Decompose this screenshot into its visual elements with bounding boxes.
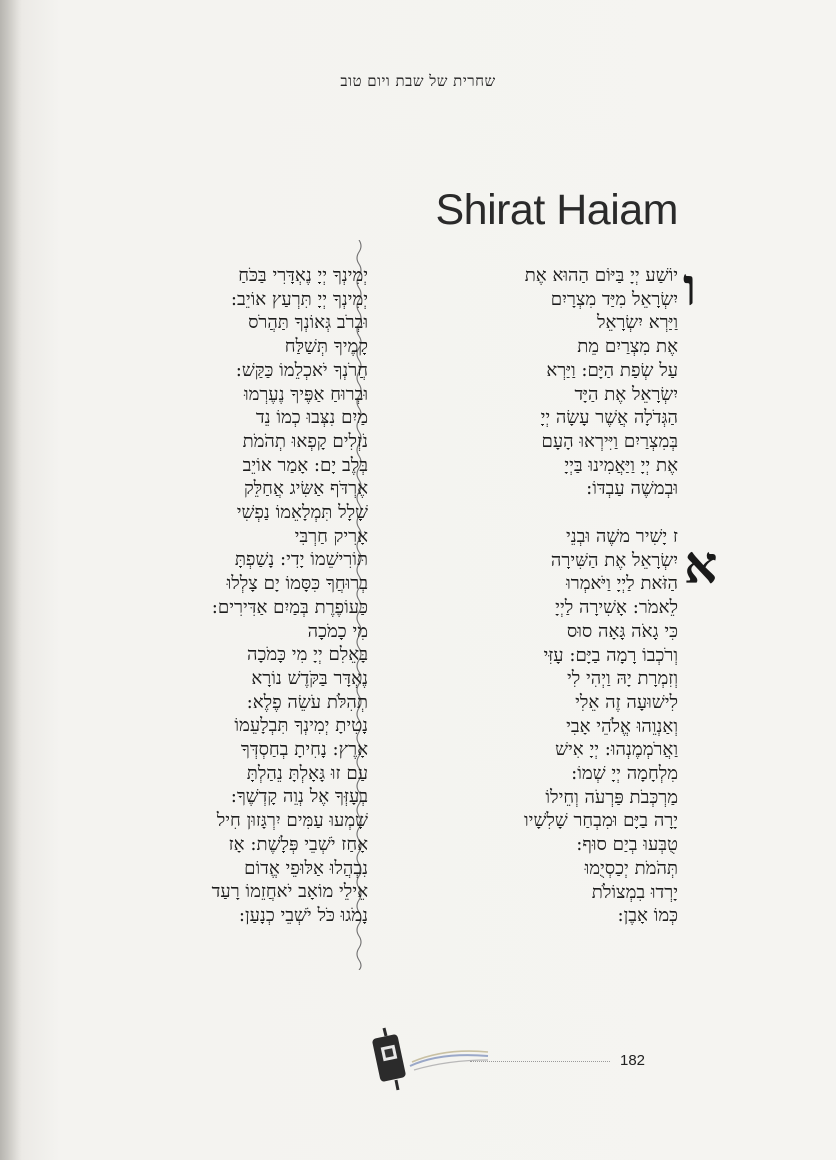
text-line: וּבְרֹב גְּאוֹנְךָ תַּהֲרֹס — [248, 312, 368, 334]
text-line: קָמֶיךָ תְּשַׁלַּח — [284, 336, 368, 358]
text-line: בְּמִצְרַיִם וַיִּירְאוּ הָעָם — [541, 430, 678, 452]
text-line: בְרוּחֲךָ כִּסָּמוֹ יָם צָלְלוּ — [226, 573, 368, 595]
text-line: אָרֶץ: נָחִיתָ בְחַסְדְּךָ — [240, 739, 368, 761]
dropcap-alef: א — [684, 535, 718, 596]
text-line: לֵאמֹר: אָשִׁירָה לַיְיָ — [555, 597, 678, 619]
text-line: עַל שְׂפַת הַיָּם: וַיַּרְא — [546, 359, 678, 381]
text-line: כִּי גָאֹה גָּאָה סוּס — [566, 620, 678, 642]
text-line: עַם זוּ גָּאָלְתָּ נֵהַלְתָּ — [246, 762, 368, 784]
text-line: וַאֲרֹמְמֶנְהוּ: יְיָ אִישׁ — [555, 739, 678, 761]
text-line: נִבְהֲלוּ אַלּוּפֵי אֱדוֹם — [244, 857, 368, 879]
text-line: אֶת יְיָ וַיַּאֲמִינוּ בַּיְיָ — [564, 454, 678, 476]
text-line: מִלְחָמָה יְיָ שְׁמוֹ: — [571, 763, 678, 785]
text-line: הַזֹּאת לַיְיָ וַיֹּאמְרוּ — [566, 573, 678, 595]
text-line: יְמִינְךָ יְיָ נֶאְדָּרִי בַּכֹּחַ — [238, 265, 368, 286]
text-line: תְהִלֹּת עֹשֵׂה פֶלֶא: — [246, 691, 368, 713]
text-line: בָּאֵלִם יְיָ מִי כָּמֹכָה — [247, 644, 368, 666]
text-line: וְאַנְוֵהוּ אֱלֹהֵי אָבִי — [566, 715, 678, 737]
text-line: וּבְמשֶׁה עַבְדּוֹ: — [586, 478, 678, 500]
verse-block-2 — [440, 525, 678, 928]
page-number: 182 — [620, 1052, 646, 1069]
text-line: תְּהֹמֹת יְכַסְיֻמוּ — [584, 857, 678, 879]
text-line: טֻבְּעוּ בְיַם סוּף: — [576, 834, 678, 856]
text-line: בְעָזְּךָ אֶל נְוֵה קָדְשֶׁךָ: — [230, 786, 368, 808]
text-line: נֹזְלִים קָפְאוּ תְהֹמֹת — [242, 430, 368, 452]
torah-scroll-icon — [370, 1022, 490, 1092]
text-line: לִישׁוּעָה זֶה אֵלִי — [575, 691, 678, 713]
text-line: וַיַּרְא יִשְׂרָאֵל — [596, 312, 678, 334]
text-line: נֶאְדָּר בַּקֹּדֶשׁ נוֹרָא — [251, 667, 368, 689]
text-line: מַיִם נִצְּבוּ כְמוֹ נֵד — [255, 407, 368, 429]
text-line: יוֹשַׁע יְיָ בַּיּוֹם הַהוּא אֶת — [524, 265, 678, 286]
text-line: יְמִינְךָ יְיָ תִּרְעַץ אוֹיֵב: — [230, 288, 368, 310]
text-line: תּוֹרִישֵׁמוֹ יָדִי: נָשַׁפְתָּ — [234, 549, 368, 571]
text-line: שָׁלָל תִּמְלָאֵמוֹ נַפְשִׁי — [236, 502, 368, 524]
text-line: נָמֹגוּ כֹּל יֹשְׁבֵי כְנָעַן: — [238, 904, 368, 926]
text-line: אָרִיק חַרְבִּי — [294, 525, 368, 547]
text-line: יִשְׂרָאֵל אֶת הַשִּׁירָה — [550, 549, 678, 571]
verse-block-1 — [440, 264, 678, 501]
text-line: מַרְכְּבֹת פַּרְעֹה וְחֵילוֹ — [545, 786, 678, 808]
text-line: בְּלֶב יָם: אָמַר אוֹיֵב — [242, 454, 368, 476]
running-header: שחרית של שבת ויום טוב — [340, 72, 496, 90]
text-line: אֶת מִצְרַיִם מֵת — [577, 336, 678, 358]
text-line: יָרָה בַיָּם וּמִבְחַר שָׁלִשָׁיו — [524, 810, 678, 832]
text-line: שָׁמְעוּ עַמִּים יִרְגָּזוּן חִיל — [216, 810, 368, 832]
page-title: Shirat Haiam — [435, 186, 678, 234]
text-line: מִי כָמֹכָה — [307, 620, 368, 642]
text-line: הַגְּדֹלָה אֲשֶׁר עָשָׂה יְיָ — [540, 407, 678, 429]
text-line: יִשְׂרָאֵל מִיַּד מִצְרָיִם — [550, 288, 678, 310]
text-line: יִשְׂרָאֵל אֶת הַיָּד — [574, 383, 678, 405]
text-line: וּבְרוּחַ אַפֶּיךָ נֶעֶרְמוּ — [243, 383, 368, 405]
text-line: כְּמוֹ אָבֶן: — [617, 905, 678, 927]
text-line: וְרֹכְבוֹ רָמָה בַיָּם: עָזִּי — [543, 644, 678, 666]
text-line: אָחַז יֹשְׁבֵי פְּלָשֶׁת: אָז — [228, 833, 368, 855]
text-line: ז יָשִׁיר משֶׁה וּבְנֵי — [566, 526, 678, 548]
text-line: יָרְדוּ בִמְצוֹלֹת — [591, 881, 678, 903]
left-text-column — [118, 264, 368, 928]
text-line: אֵילֵי מוֹאָב יֹאחֲזֵמוֹ רָעַד — [211, 881, 368, 903]
dropcap-vav: ו — [683, 257, 697, 318]
text-line: חֲרֹנְךָ יֹאכְלֵמוֹ כַּקַּשׁ: — [235, 359, 368, 381]
text-line: אֶרְדֹּף אַשִּׂיג אֲחַלֵּק — [243, 478, 368, 500]
text-line: נָטִיתָ יְמִינְךָ תִּבְלָעֵמוֹ — [234, 715, 368, 737]
footer-dotted-rule — [470, 1061, 610, 1062]
right-text-column — [440, 264, 678, 928]
text-line: וְזִמְרָת יָהּ וַיְהִי לִי — [566, 668, 678, 690]
gutter-shadow — [0, 0, 22, 1160]
text-line: כַּעוֹפֶרֶת בְּמַיִם אַדִּירִים: — [211, 596, 368, 618]
